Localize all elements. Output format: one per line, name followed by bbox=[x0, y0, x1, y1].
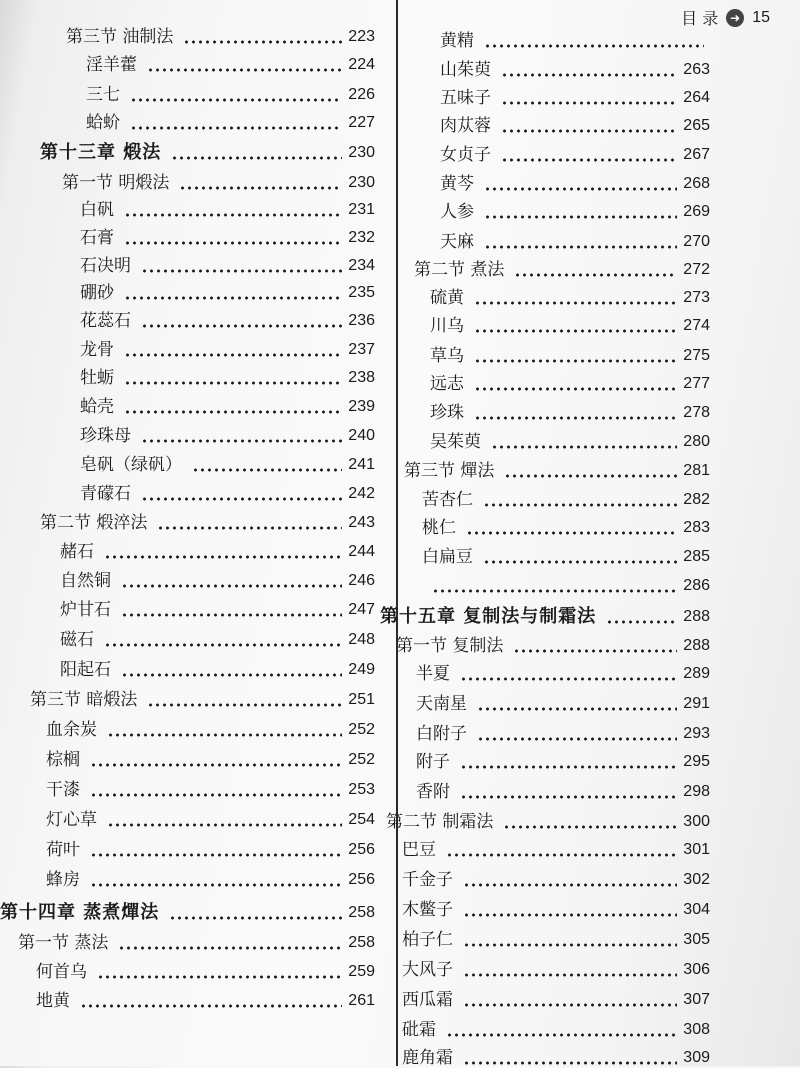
toc-item bbox=[80, 397, 375, 417]
toc-section bbox=[386, 812, 710, 832]
header-title: 目 录 bbox=[681, 9, 719, 28]
toc-item bbox=[402, 1020, 710, 1040]
toc-page-number: 252 bbox=[348, 721, 375, 738]
dot-leader bbox=[124, 410, 342, 414]
toc-item bbox=[46, 720, 375, 740]
toc-page-number: 227 bbox=[348, 114, 375, 131]
toc-item bbox=[80, 426, 375, 446]
dot-leader bbox=[90, 883, 342, 887]
toc-item-label: 巴豆 bbox=[402, 840, 436, 860]
toc-page-number: 309 bbox=[683, 1049, 710, 1066]
dot-leader bbox=[124, 296, 342, 300]
toc-item-label: 青礞石 bbox=[80, 484, 131, 504]
toc-item bbox=[416, 752, 710, 772]
toc-page-number: 236 bbox=[348, 312, 375, 329]
toc-page-number: 230 bbox=[348, 144, 375, 161]
toc-page-number: 258 bbox=[348, 934, 375, 951]
dot-leader bbox=[466, 531, 677, 535]
toc-page-number: 300 bbox=[683, 813, 710, 830]
toc-page-number: 265 bbox=[683, 117, 710, 134]
toc-item bbox=[36, 991, 375, 1011]
toc-item bbox=[416, 664, 710, 684]
toc-item-label: 荷叶 bbox=[46, 840, 80, 860]
toc-item-label: 干漆 bbox=[46, 780, 80, 800]
toc-item-label: 白扁豆 bbox=[422, 547, 473, 567]
toc-item bbox=[80, 256, 375, 276]
toc-item-label: 地黄 bbox=[36, 991, 70, 1011]
toc-item bbox=[430, 403, 710, 423]
dot-leader bbox=[484, 187, 677, 191]
toc-item bbox=[80, 311, 375, 331]
dot-leader bbox=[118, 946, 342, 950]
toc-page-number: 283 bbox=[683, 519, 710, 536]
toc-page-number: 288 bbox=[683, 608, 710, 625]
toc-item bbox=[60, 630, 375, 650]
dot-leader bbox=[474, 329, 677, 333]
toc-item bbox=[60, 571, 375, 591]
dot-leader bbox=[124, 241, 342, 245]
toc-section bbox=[396, 636, 710, 656]
toc-page-number: 256 bbox=[348, 871, 375, 888]
toc-item-label: 千金子 bbox=[402, 870, 453, 890]
toc-item-label: 山茱萸 bbox=[440, 60, 491, 80]
toc-page-number: 289 bbox=[683, 665, 710, 682]
dot-leader bbox=[107, 823, 342, 827]
toc-item bbox=[86, 113, 375, 133]
toc-item-label: 天南星 bbox=[416, 694, 467, 714]
toc-item bbox=[440, 232, 710, 252]
toc-item bbox=[440, 202, 710, 222]
toc-section-label: 第一节 蒸法 bbox=[18, 933, 109, 953]
dot-leader bbox=[477, 707, 677, 711]
toc-page-number: 244 bbox=[348, 543, 375, 560]
toc-item-label: 西瓜霜 bbox=[402, 990, 453, 1010]
dot-leader bbox=[504, 474, 677, 478]
toc-page-number: 308 bbox=[683, 1021, 710, 1038]
toc-section-label: 第二节 制霜法 bbox=[386, 812, 494, 832]
toc-section bbox=[30, 690, 375, 710]
dot-leader bbox=[446, 853, 677, 857]
toc-page-number: 273 bbox=[683, 289, 710, 306]
toc-page-number: 237 bbox=[348, 341, 375, 358]
toc-item-label: 天麻 bbox=[440, 232, 474, 252]
toc-item-label: 棕榈 bbox=[46, 750, 80, 770]
toc-page-number: 243 bbox=[348, 514, 375, 531]
dot-leader bbox=[179, 186, 342, 190]
toc-item-label: 大风子 bbox=[402, 960, 453, 980]
toc-page-number: 281 bbox=[683, 462, 710, 479]
toc-item-label: 肉苁蓉 bbox=[440, 116, 491, 136]
toc-item bbox=[430, 374, 710, 394]
toc-page-number: 247 bbox=[348, 601, 375, 618]
toc-section bbox=[66, 27, 375, 47]
toc-page-number: 293 bbox=[683, 725, 710, 742]
toc-item bbox=[80, 200, 375, 220]
dot-leader bbox=[124, 381, 342, 385]
toc-item bbox=[60, 600, 375, 620]
dot-leader bbox=[141, 439, 342, 443]
toc-page-number: 263 bbox=[683, 61, 710, 78]
toc-item-label: 吴茱萸 bbox=[430, 432, 481, 452]
toc-item-label: 蜂房 bbox=[46, 870, 80, 890]
toc-page-number: 298 bbox=[683, 783, 710, 800]
toc-page-number: 291 bbox=[683, 695, 710, 712]
toc-item bbox=[440, 31, 710, 51]
dot-leader bbox=[501, 129, 677, 133]
toc-page-number: 241 bbox=[348, 456, 375, 473]
toc-item bbox=[430, 316, 710, 336]
toc-section bbox=[18, 933, 375, 953]
toc-item-label: 草乌 bbox=[430, 346, 464, 366]
toc-page-number: 235 bbox=[348, 284, 375, 301]
toc-page-number: 254 bbox=[348, 811, 375, 828]
dot-leader bbox=[121, 673, 342, 677]
toc-item-label: 血余炭 bbox=[46, 720, 97, 740]
toc-page-number: 304 bbox=[683, 901, 710, 918]
dot-leader bbox=[90, 853, 342, 857]
toc-page-number: 270 bbox=[683, 233, 710, 250]
toc-item-label: 砒霜 bbox=[402, 1020, 436, 1040]
toc-item bbox=[80, 368, 375, 388]
toc-item-label: 川乌 bbox=[430, 316, 464, 336]
toc-section-label: 第一节 明煅法 bbox=[62, 173, 170, 193]
dot-leader bbox=[104, 643, 342, 647]
dot-leader bbox=[474, 387, 677, 391]
dot-leader bbox=[463, 1003, 677, 1007]
dot-leader bbox=[514, 273, 677, 277]
toc-item bbox=[402, 840, 710, 860]
dot-leader bbox=[501, 158, 677, 162]
toc-item-label: 皂矾（绿矾） bbox=[80, 455, 182, 475]
toc-page-number: 223 bbox=[348, 28, 375, 45]
toc-item-label: 灯心草 bbox=[46, 810, 97, 830]
dot-leader bbox=[460, 677, 677, 681]
toc-item bbox=[402, 990, 710, 1010]
dot-leader bbox=[90, 793, 342, 797]
dot-leader bbox=[147, 68, 342, 72]
toc-item bbox=[422, 490, 710, 510]
dot-leader bbox=[501, 73, 677, 77]
toc-item-label: 石决明 bbox=[80, 256, 131, 276]
toc-chapter bbox=[0, 903, 375, 923]
toc-page-number: 248 bbox=[348, 631, 375, 648]
page-header bbox=[681, 6, 770, 29]
toc-page-number: 239 bbox=[348, 398, 375, 415]
toc-item-label: 赭石 bbox=[60, 542, 94, 562]
dot-leader bbox=[463, 973, 677, 977]
toc-item-label: 柏子仁 bbox=[402, 930, 453, 950]
toc-item bbox=[402, 900, 710, 920]
toc-item bbox=[80, 455, 375, 475]
toc-item-label: 黄精 bbox=[440, 31, 474, 51]
toc-chapter-label: 第十四章 蒸煮燀法 bbox=[0, 902, 160, 923]
dot-leader bbox=[97, 975, 342, 979]
toc-page-number: 246 bbox=[348, 572, 375, 589]
dot-leader bbox=[171, 156, 342, 160]
toc-page-number: 238 bbox=[348, 369, 375, 386]
toc-section-label: 第三节 燀法 bbox=[404, 461, 495, 481]
dot-leader bbox=[484, 245, 677, 249]
toc-page-number: 272 bbox=[683, 261, 710, 278]
toc-section-label: 第三节 油制法 bbox=[66, 27, 174, 47]
dot-leader bbox=[474, 416, 677, 420]
toc-page-number: 231 bbox=[348, 201, 375, 218]
toc-item bbox=[402, 870, 710, 890]
toc-page-number: 261 bbox=[348, 992, 375, 1009]
dot-leader bbox=[157, 526, 342, 530]
dot-leader bbox=[121, 584, 342, 588]
toc-item bbox=[60, 660, 375, 680]
toc-section bbox=[414, 260, 710, 280]
toc-item bbox=[440, 116, 710, 136]
toc-page-number: 278 bbox=[683, 404, 710, 421]
dot-leader bbox=[463, 883, 677, 887]
dot-leader bbox=[107, 733, 342, 737]
toc-chapter bbox=[40, 143, 375, 163]
toc-item-label: 珍珠母 bbox=[80, 426, 131, 446]
toc-item bbox=[60, 542, 375, 562]
toc-item-label: 女贞子 bbox=[440, 145, 491, 165]
toc-item-label: 花蕊石 bbox=[80, 311, 131, 331]
toc-page-number: 232 bbox=[348, 229, 375, 246]
toc-page-number: 288 bbox=[683, 637, 710, 654]
toc-page-number: 267 bbox=[683, 146, 710, 163]
toc-item bbox=[430, 288, 710, 308]
toc-item bbox=[440, 60, 710, 80]
toc-page-number: 224 bbox=[348, 56, 375, 73]
arrow-right-icon: ➜ bbox=[726, 9, 744, 27]
toc-section bbox=[40, 513, 375, 533]
toc-item bbox=[402, 1048, 710, 1068]
toc-item bbox=[422, 547, 710, 567]
toc-item bbox=[80, 228, 375, 248]
toc-page-number: 230 bbox=[348, 174, 375, 191]
toc-item-label: 牡蛎 bbox=[80, 368, 114, 388]
toc-item bbox=[80, 340, 375, 360]
toc-item-label: 硫黄 bbox=[430, 288, 464, 308]
toc-page-number: 305 bbox=[683, 931, 710, 948]
toc-chapter-label: 第十五章 复制法与制霜法 bbox=[380, 606, 597, 627]
toc-item bbox=[86, 85, 375, 105]
toc-item-label: 附子 bbox=[416, 752, 450, 772]
toc-item bbox=[86, 55, 375, 75]
dot-leader bbox=[121, 613, 342, 617]
toc-item bbox=[80, 484, 375, 504]
toc-item-label: 黄芩 bbox=[440, 174, 474, 194]
dot-leader bbox=[503, 825, 677, 829]
toc-item bbox=[416, 724, 710, 744]
toc-item-label: 白矾 bbox=[80, 200, 114, 220]
toc-chapter-label: 第十三章 煅法 bbox=[40, 142, 162, 163]
toc-item-label: 阳起石 bbox=[60, 660, 111, 680]
toc-section-label: 第一节 复制法 bbox=[396, 636, 504, 656]
dot-leader bbox=[463, 913, 677, 917]
dot-leader bbox=[141, 269, 342, 273]
toc-section-label: 第三节 暗煅法 bbox=[30, 690, 138, 710]
dot-leader bbox=[169, 916, 342, 920]
toc-page-number: 268 bbox=[683, 175, 710, 192]
toc-page-number: 302 bbox=[683, 871, 710, 888]
toc-item-label: 淫羊藿 bbox=[86, 55, 137, 75]
dot-leader bbox=[460, 765, 677, 769]
toc-chapter bbox=[380, 607, 710, 627]
toc-item-label: 木鳖子 bbox=[402, 900, 453, 920]
toc-item-label: 磁石 bbox=[60, 630, 94, 650]
toc-page-number: 253 bbox=[348, 781, 375, 798]
dot-leader bbox=[104, 555, 342, 559]
dot-leader bbox=[484, 44, 704, 48]
toc-item bbox=[46, 810, 375, 830]
toc-item bbox=[422, 576, 710, 596]
toc-item bbox=[430, 346, 710, 366]
toc-item-label: 蛤蚧 bbox=[86, 113, 120, 133]
dot-leader bbox=[474, 359, 677, 363]
toc-item-label: 石膏 bbox=[80, 228, 114, 248]
toc-item bbox=[430, 432, 710, 452]
toc-item-label: 珍珠 bbox=[430, 403, 464, 423]
toc-page-number: 295 bbox=[683, 753, 710, 770]
toc-page-number: 285 bbox=[683, 548, 710, 565]
toc-section-label: 第二节 煮法 bbox=[414, 260, 505, 280]
toc-page-number: 240 bbox=[348, 427, 375, 444]
toc-item bbox=[416, 694, 710, 714]
toc-page-number: 301 bbox=[683, 841, 710, 858]
toc-item-label: 三七 bbox=[86, 85, 120, 105]
toc-item-label: 自然铜 bbox=[60, 571, 111, 591]
toc-item-label: 龙骨 bbox=[80, 340, 114, 360]
toc-item bbox=[422, 518, 710, 538]
dot-leader bbox=[124, 213, 342, 217]
dot-leader bbox=[80, 1004, 342, 1008]
toc-page-number: 256 bbox=[348, 841, 375, 858]
dot-leader bbox=[501, 101, 677, 105]
toc-page-number: 307 bbox=[683, 991, 710, 1008]
toc-item bbox=[416, 782, 710, 802]
toc-page-number: 280 bbox=[683, 433, 710, 450]
toc-item bbox=[46, 750, 375, 770]
toc-item-label: 硼砂 bbox=[80, 283, 114, 303]
dot-leader bbox=[130, 98, 342, 102]
toc-item-label: 五味子 bbox=[440, 88, 491, 108]
toc-item-label: 远志 bbox=[430, 374, 464, 394]
dot-leader bbox=[124, 353, 342, 357]
toc-page-number: 269 bbox=[683, 203, 710, 220]
toc-item bbox=[46, 780, 375, 800]
toc-item bbox=[440, 88, 710, 108]
dot-leader bbox=[513, 649, 677, 653]
dot-leader bbox=[460, 795, 677, 799]
dot-leader bbox=[432, 589, 677, 593]
toc-item-label: 何首乌 bbox=[36, 962, 87, 982]
toc-section bbox=[62, 173, 375, 193]
dot-leader bbox=[147, 703, 342, 707]
dot-leader bbox=[491, 445, 677, 449]
toc-page-number: 264 bbox=[683, 89, 710, 106]
toc-item-label: 香附 bbox=[416, 782, 450, 802]
toc-item bbox=[440, 174, 710, 194]
dot-leader bbox=[463, 1061, 677, 1065]
toc-page-number: 286 bbox=[683, 577, 710, 594]
dot-leader bbox=[141, 497, 342, 501]
toc-page-number: 252 bbox=[348, 751, 375, 768]
dot-leader bbox=[483, 503, 677, 507]
toc-page-number: 275 bbox=[683, 347, 710, 364]
toc-item bbox=[440, 145, 710, 165]
dot-leader bbox=[484, 215, 677, 219]
toc-page-number: 258 bbox=[348, 904, 375, 921]
toc-page-number: 282 bbox=[683, 491, 710, 508]
toc-item-label: 鹿角霜 bbox=[402, 1048, 453, 1068]
toc-item bbox=[80, 283, 375, 303]
toc-item bbox=[46, 840, 375, 860]
toc-page-number: 251 bbox=[348, 691, 375, 708]
dot-leader bbox=[446, 1033, 677, 1037]
dot-leader bbox=[463, 943, 677, 947]
toc-item-label: 桃仁 bbox=[422, 518, 456, 538]
toc-item-label: 半夏 bbox=[416, 664, 450, 684]
toc-section-label: 第二节 煅淬法 bbox=[40, 513, 148, 533]
dot-leader bbox=[474, 301, 677, 305]
toc-page-number: 226 bbox=[348, 86, 375, 103]
toc-item-label: 白附子 bbox=[416, 724, 467, 744]
toc-item-label: 蛤壳 bbox=[80, 397, 114, 417]
dot-leader bbox=[606, 620, 677, 624]
dot-leader bbox=[483, 560, 677, 564]
toc-page-number: 234 bbox=[348, 257, 375, 274]
page-number: 15 bbox=[752, 8, 770, 26]
dot-leader bbox=[90, 763, 342, 767]
dot-leader bbox=[141, 324, 342, 328]
dot-leader bbox=[477, 737, 677, 741]
toc-item bbox=[402, 930, 710, 950]
dot-leader bbox=[192, 468, 342, 472]
toc-item-label: 人参 bbox=[440, 202, 474, 222]
toc-page-number: 277 bbox=[683, 375, 710, 392]
toc-section bbox=[404, 461, 710, 481]
toc-page-number: 259 bbox=[348, 963, 375, 980]
toc-item-label: 苦杏仁 bbox=[422, 490, 473, 510]
toc-item bbox=[36, 962, 375, 982]
column-divider bbox=[396, 0, 398, 1066]
dot-leader bbox=[183, 40, 342, 44]
dot-leader bbox=[130, 126, 342, 130]
toc-item-label: 炉甘石 bbox=[60, 600, 111, 620]
toc-page-number: 306 bbox=[683, 961, 710, 978]
toc-item bbox=[46, 870, 375, 890]
toc-page-number: 242 bbox=[348, 485, 375, 502]
toc-page-number: 274 bbox=[683, 317, 710, 334]
toc-item bbox=[402, 960, 710, 980]
toc-page-number: 249 bbox=[348, 661, 375, 678]
